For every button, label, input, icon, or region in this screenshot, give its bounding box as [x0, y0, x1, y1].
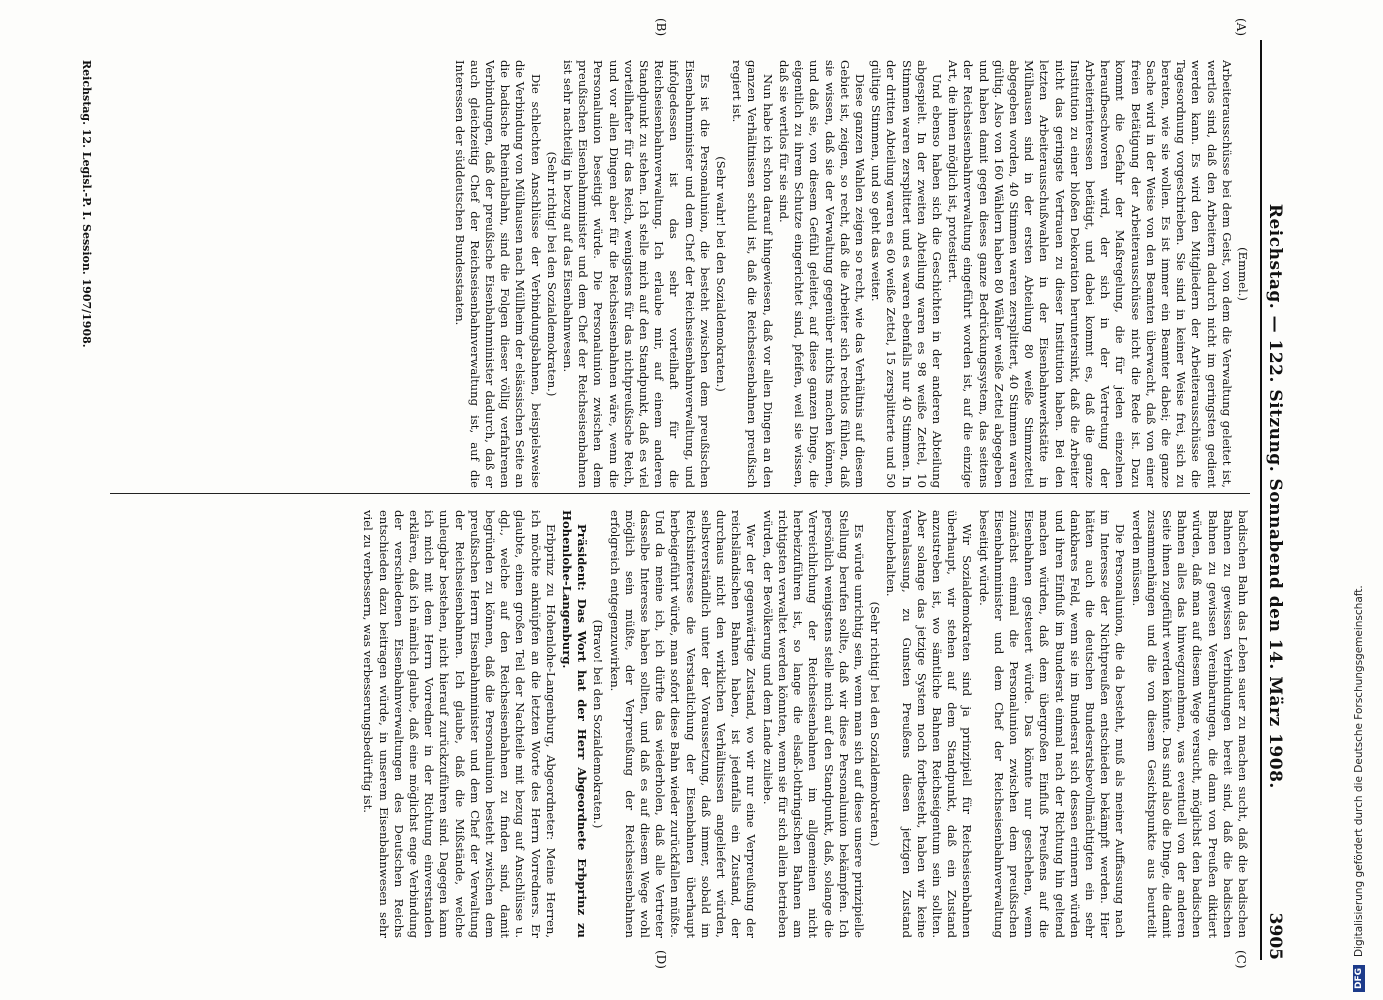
margin-marker-a: (A)	[1234, 18, 1248, 37]
interjection: (Sehr richtig! bei den Sozialdemokraten.)	[544, 151, 559, 397]
paragraph: Wir Sozialdemokraten sind ja prinzipiell für Reichseisenbahnen überhaupt, wir stehen auf dem Standpunkt, daß ein Zustand anzustreben ist, wo sämtliche Bahnen Reichseigentum sein sollten. Aber solange das jetzige System noch fortbesteht, haben wir keine Veranlassung, zu Gunsten Preußens diesen jetzigen Zustand beizubehalten.	[884, 510, 975, 938]
header-title: Reichstag. — 122. Sitzung. Sonnabend den 14. März 1908.	[1265, 203, 1285, 789]
paragraph: Erbprinz zu Hohenlohe-Langenburg, Abgeordneter: Meine Herren, ich möchte anknüpfen an die letzten Worte des Herrn Vorredners. Er glaubte, einen großen Teil der Nachteile mit bezug auf Anschlüsse u. dgl., welche auf den Reichseisenbahnen zu finden sind, damit begründen zu können, daß die Personalunion besteht zwischen dem preußischen Herrn Eisenbahnminister und dem Chef der Verwaltung der Reichseisenbahnen. Ich glaube, daß die Mißstände, welche unleugbar bestehen, nicht hierauf zurückzuführen sind. Dagegen kann ich mich mit dem Herrn Vorredner in der Richtung einverstanden erklären, daß ich nämlich glaube, daß eine möglichst enge Verbindung der verschiedenen Eisenbahnverwaltungen des Deutschen Reichs entschieden dazu beitragen würde, in unserem Eisenbahnwesen sehr viel zu verbessern, was verbesserungsbedürftig ist.	[361, 510, 558, 938]
credit-text: Digitalisierung gefördert durch die Deutsche Forschungsgemeinschaft.	[1353, 585, 1365, 957]
column-divider	[110, 493, 1250, 494]
left-column	[100, 60, 1250, 488]
paragraph: Nun habe ich schon darauf hingewiesen, daß vor allen Dingen an den ganzen Verhältnissen schuld ist, daß die Reichseisenbahnen preußisch regiert ist.	[730, 60, 775, 488]
right-column	[100, 510, 1250, 938]
margin-marker-b: (B)	[654, 18, 668, 37]
credit-line	[1344, 0, 1374, 1000]
interjection: (Bravo! bei den Sozialdemokraten.)	[591, 619, 606, 829]
paragraph: Wer der gegenwärtige Zustand, wo wir nur eine Verpreußung der reichsländischen Bahnen haben, ist jedenfalls ein Zustand, der durchaus nicht den wirklichen Verhältnissen angeliefert würden, selbstverständlich unter der Voraussetzung, daß immer, sobald im Reichsinteresse die Verstaatlichung der Eisenbahnen überhaupt herbeigeführt würde, man sofort diese Bahn wieder zurückfallen müßte. Und da meine ich, ich dürfte das wiederholen, daß alle Vertreter dasselbe Interesse haben sollten, und daß es auf diesem Wege wohl möglich sein müßte, der Verpreußung der Reichseisenbahnen erfolgreich entgegenzuwirken.	[607, 510, 759, 938]
president-remark: Präsident: Das Wort hat der Herr Abgeordnete Erbprinz zu Hohenlohe-Langenburg.	[560, 510, 590, 938]
paragraph: Es würde unrichtig sein, wenn man sich auf diese unsere prinzipielle Stellung berufen sollte, daß wir diese Personalunion bekämpfen. Ich persönlich wenigstens stelle mich auf den Standpunkt, daß, solange die Verreichlichung der Reichseisenbahnen im allgemeinen nicht herbeizuführen ist, so lange die elsaß-lothringischen Bahnen am richtigsten verwaltet werden könnten, wenn sie für sich allein betrieben würden, der Bevölkerung und dem Lande zuliebe.	[760, 510, 866, 938]
credit-strip	[1336, 0, 1383, 1000]
speaker-tag: (Emmel.)	[1236, 247, 1250, 301]
paragraph: Die Personalunion, die da besteht, muß als meiner Auffassung nach im Interesse der Nichtpreußen entschieden bekämpft werden. Hier hätten auch die deutschen Bundesratsbevollmächtigten ein sehr dankbares Feld, wenn sie im Bundesrat sich dessen erinnern würden und ihren Einfluß im Bundesrat einmal nach der Richtung hin geltend machen würden, daß dem übergroßen Einfluß Preußens auf die Eisenbahnen gesteuert würde. Das könnte nur geschehen, wenn zunächst einmal die Personalunion zwischen dem preußischen Eisenbahnminister und dem Chef der Reichseisenbahnverwaltung beseitigt würde.	[976, 510, 1128, 938]
paragraph: Die schlechten Anschlüsse der Verbindungsbahnen, beispielsweise die Verbindung von Mülhausen nach Müllheim der elsässischen Seite an die badische Rheintalbahn, sind die Folgen dieser völlig verfahrenen Verbindungen, daß der preußische Eisenbahnminister dadurch, daß er auch gleichzeitig Chef der Reichseisenbahnverwaltung ist, auf die Interessen der süddeutschen Bundesstaaten.	[452, 60, 543, 488]
interjection: (Sehr wahr! bei den Sozialdemokraten.)	[714, 156, 729, 392]
session-footer: Reichstag. 12. Legisl.-P. I. Session. 1907/1908.	[80, 60, 93, 348]
paragraph: badischen Bahn das Leben sauer zu machen sucht, daß die badischen Bahnen zu gewissen Verbindungen bereit sind, daß die badischen Bahnen zu gewissen Vereinbarungen, die dann von Preußen diktiert würden, daß man auf diesem Wege versucht, möglichst den badischen Bahnen alles das hinwegzunehmen, was eventuell von der anderen Seite ihnen zugeführt werden könnte. Das sind also die Dinge, die damit zusammenhängen und die von diesem Gesichtspunkte aus beurteilt werden müssen.	[1129, 510, 1250, 938]
paragraph: Diese ganzen Wahlen zeigen so recht, wie das Verhältnis auf diesem Gebiet ist, zeigen, so recht, daß die Arbeiter sich rechtlos fühlen, daß sie wissen, daß sie der Verwaltung gegenüber nichts machen können, und daß sie, von diesem Gefühl geleitet, auf diese ganzen Dinge, die eigentlich zu ihrem Schutze eingerichtet sind, pfeifen, weil sie wissen, daß sie wertlos für sie sind.	[776, 60, 867, 488]
interjection: (Sehr richtig! bei den Sozialdemokraten.)	[868, 601, 883, 847]
paragraph: Es ist die Personalunion, die besteht zwischen dem preußischen Eisenbahnminister und dem Chef der Reichseisenbahnverwaltung, und infolgedessen ist das sehr vorteilhaft für die Reichseisenbahnverwaltung. Ich erlaube mir, auf einem anderen Standpunkt zu stehen. Ich stelle mich auf den Standpunkt, daß es viel vorteilhafter für das Reich, wenigstens für das nichtpreußische Reich, und vor allen Dingen aber für die Reichseisenbahnen wäre, wenn die Personalunion beseitigt würde. Die Personalunion zwischen dem preußischen Eisenbahnminister und dem Chef der Reichseisenbahnen ist sehr nachteilig in bezug auf das Eisenbahnwesen.	[561, 60, 712, 488]
dfg-logo: DFG	[1353, 965, 1365, 992]
page-header	[1260, 40, 1288, 960]
paragraph: Arbeiterausschüsse bei dem Geist, von dem die Verwaltung geleitet ist, wertlos sind, daß den Arbeitern dadurch nicht im geringsten gedient werden kann. Es wird den Mitgliedern der Arbeiterausschüsse die Tagesordnung vorgeschrieben. Sie sind in keiner Weise frei, sich zu beraten, wie sie wollen. Es ist immer ein Beamter dabei; die ganze Sache wird in der Weise von den Beamten überwacht, daß von einer freien Betätigung der Arbeiterausschüsse nicht die Rede ist. Dazu kommt die Gefahr der Maßregelung, die für jeden einzelnen heraufbeschworen wird, der sich in der Vertretung der Arbeiterinteressen betätigt, und dabei kommt es, daß die ganze Institution zu einer bloßen Dekoration heruntersinkt, daß die Arbeiter nicht das geringste Vertrauen zu dieser Institution haben. Bei den letzten Arbeiterausschußwahlen in der Eisenbahnwerkstätte in Mülhausen sind in der ersten Abteilung 80 weiße Stimmzettel abgegeben worden, 40 Stimmen waren zersplittert, 40 Stimmen waren gültig. Also von 160 Wählern haben 80 Wähler weiße Zettel abgegeben und haben damit gegen dieses ganze Bedrückungssystem, das seitens der Reichseisenbahnverwaltung eingeführt worden ist, auf die einzige Art, die ihnen möglich ist, protestiert.	[946, 60, 1234, 488]
header-page-number: 3905	[1265, 912, 1285, 960]
margin-marker-d: (D)	[654, 950, 668, 969]
paragraph: Und ebenso haben sich die Geschichten in der anderen Abteilung abgespielt. In der zweiten Abteilung waren es 98 weiße Zettel, 10 Stimmen waren zersplittert und es waren ebenfalls nur 40 Stimmen. In der dritten Abteilung waren es 60 weiße Zettel, 15 zersplitterte und 50 gültige Stimmen, und so geht das weiter.	[869, 60, 944, 488]
margin-marker-c: (C)	[1234, 950, 1248, 969]
